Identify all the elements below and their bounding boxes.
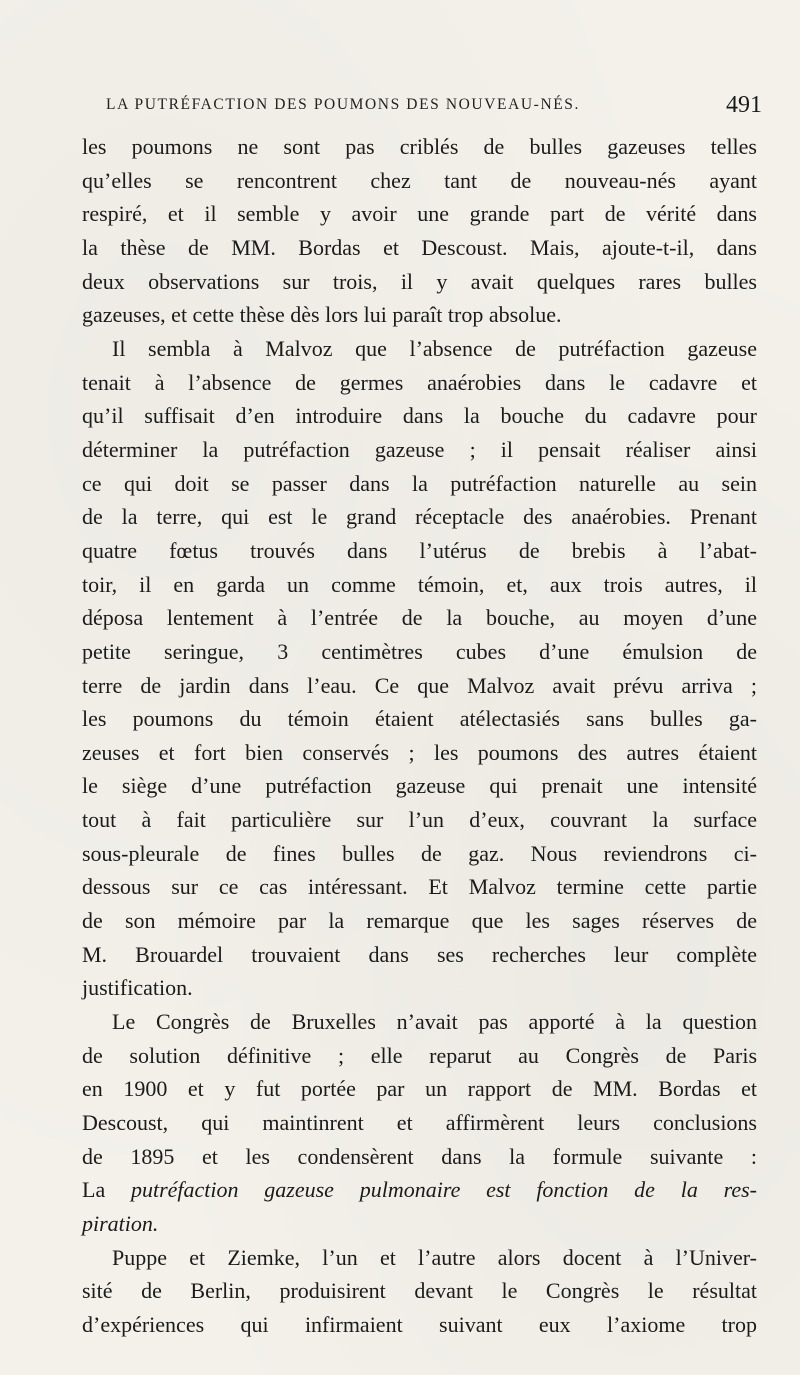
paragraph-3 <box>82 1005 757 1241</box>
text-line: Le Congrès de Bruxelles n’avait pas apporté à la question <box>112 1009 757 1035</box>
text-line: respiré, et il semble y avoir une grande part de vérité dans <box>82 201 757 227</box>
body-text <box>82 130 757 1342</box>
page-number: 491 <box>726 92 762 118</box>
text-line: sous-pleurale de fines bulles de gaz. Nous reviendrons ci- <box>82 840 757 866</box>
quote-text: putréfaction gazeuse pulmonaire est fonction de la res- <box>130 1177 757 1203</box>
italic-quote-line <box>82 1173 757 1207</box>
text-line: les poumons du témoin étaient atélectasiés sans bulles ga- <box>82 706 757 732</box>
text-line: dessous sur ce cas intéressant. Et Malvoz termine cette partie <box>82 874 757 900</box>
text-line: quatre fœtus trouvés dans l’utérus de brebis à l’abat- <box>82 537 757 563</box>
quote-text: piration. <box>82 1211 159 1236</box>
text-line: terre de jardin dans l’eau. Ce que Malvoz avait prévu arriva ; <box>82 672 757 698</box>
text-line: la thèse de MM. Bordas et Descoust. Mais, ajoute-t-il, dans <box>82 234 757 260</box>
text-line: zeuses et fort bien conservés ; les poumons des autres étaient <box>82 739 757 765</box>
text-line: de solution définitive ; elle reparut au Congrès de Paris <box>82 1042 757 1068</box>
text-line: petite seringue, 3 centimètres cubes d’une émulsion de <box>82 638 757 664</box>
text-line: le siège d’une putréfaction gazeuse qui prenait une intensité <box>82 773 757 799</box>
text-line: deux observations sur trois, il y avait quelques rares bulles <box>82 268 757 294</box>
italic-quote-line <box>82 1207 757 1241</box>
quote-prefix: La <box>82 1177 131 1203</box>
text-line: d’expériences qui infirmaient suivant eux l’axiome trop <box>82 1311 757 1337</box>
text-line: de 1895 et les condensèrent dans la formule suivante : <box>82 1143 757 1169</box>
text-line: Il sembla à Malvoz que l’absence de putréfaction gazeuse <box>112 335 757 361</box>
text-line: gazeuses, et cette thèse dès lors lui paraît trop absolue. <box>82 302 562 328</box>
text-line: tenait à l’absence de germes anaérobies dans le cadavre et <box>82 369 757 395</box>
text-line: Puppe et Ziemke, l’un et l’autre alors docent à l’Univer- <box>112 1244 757 1270</box>
text-line: M. Brouardel trouvaient dans ses recherches leur complète <box>82 941 757 967</box>
text-line: déterminer la putréfaction gazeuse ; il pensait réaliser ainsi <box>82 436 757 462</box>
text-line: qu’elles se rencontrent chez tant de nouveau-nés ayant <box>82 167 757 193</box>
running-title: LA PUTRÉFACTION DES POUMONS DES NOUVEAU-NÉS. <box>106 96 580 113</box>
paragraph-2 <box>82 332 757 1005</box>
text-line: de son mémoire par la remarque que les sages réserves de <box>82 908 757 934</box>
text-line: sité de Berlin, produisirent devant le Congrès le résultat <box>82 1278 757 1304</box>
text-line: de la terre, qui est le grand réceptacle des anaérobies. Prenant <box>82 504 757 530</box>
text-line: tout à fait particulière sur l’un d’eux, couvrant la surface <box>82 807 757 833</box>
text-line: déposa lentement à l’entrée de la bouche, au moyen d’une <box>82 605 757 631</box>
text-line: les poumons ne sont pas criblés de bulles gazeuses telles <box>82 134 757 159</box>
paragraph-1 <box>82 130 757 332</box>
text-line: Descoust, qui maintinrent et affirmèrent leurs conclusions <box>82 1110 757 1136</box>
text-line: qu’il suffisait d’en introduire dans la bouche du cadavre pour <box>82 403 757 429</box>
paragraph-4 <box>82 1241 757 1342</box>
text-line: justification. <box>82 975 193 1001</box>
text-line: ce qui doit se passer dans la putréfaction naturelle au sein <box>82 470 757 496</box>
text-line: toir, il en garda un comme témoin, et, aux trois autres, il <box>82 571 757 597</box>
text-line: en 1900 et y fut portée par un rapport de MM. Bordas et <box>82 1076 757 1102</box>
page-header <box>106 92 762 122</box>
